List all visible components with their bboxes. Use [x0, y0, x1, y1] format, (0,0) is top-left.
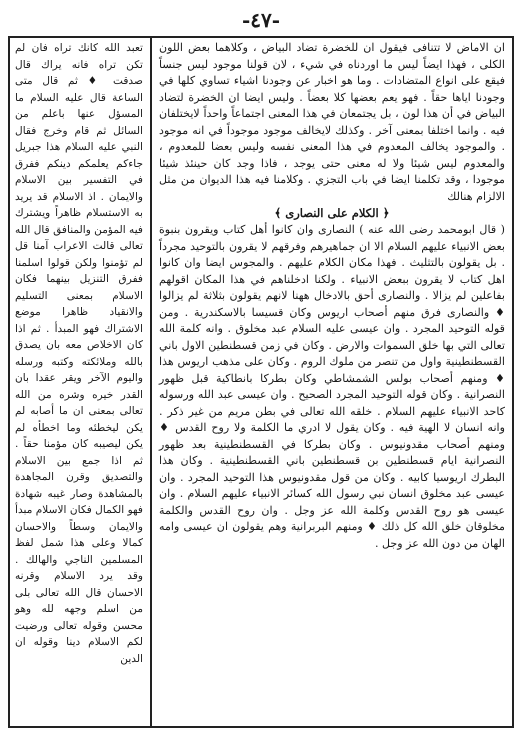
side-commentary-text: تعبد الله كانك تراه فان لم تكن تراه فانه يراك قال صدقت ♦ ثم قال متى الساعة قال عليه السلام ما المسؤل عنها باعلم من السائل ثم قام وخرج فقال النبي عليه السلام هذا جبريل جاءكم يعلمكم دينكم ففرق في التفسير بين الاسلام والايمان . اذ الاسلام قد يريد به الاستسلام ظاهراً ويشترك فيه المؤمن والمنافق قال الله تعالى قالت الاعراب آمنا قل لم تؤمنوا ولكن قولوا اسلمنا ففرق التنزيل بينهما فكان الاسلام بمعنى التسليم والانقياد ظاهرا موضع الاشتراك فهو المبدأ . ثم اذا كان الاخلاص معه بان يصدق بالله وملائكته وكتبه ورسله واليوم الآخر ويقر عقدا بان القدر خيره وشره من الله تعالى بمعنى ان ما أصابه لم يكن ليخطئه وما اخطأه لم يكن ليصيبه كان مؤمنا حقاً . ثم اذا جمع بين الاسلام والتصديق وقرن المجاهدة بالمشاهدة وصار غيبه شهادة فهو الكمال فكان الاسلام مبدأ والايمان وسطاً والاحسان كمالا وعلى هذا شمل لفظ المسلمين الناجي والهالك . وقد يرد الاسلام وقرنه الاحسان قال الله تعالى بلى من اسلم وجهه لله وهو محسن وقوله تعالى ورضيت لكم الاسلام دينا وقوله ان الدين [15, 42, 143, 665]
page-number: -٤٧- [241, 8, 281, 32]
main-paragraph-christians: ( قال ابومحمد رضى الله عنه ) النصارى وان كانوا أهل كتاب ويقرون بنبوة بعض الانبياء عليهم السلام الا ان جماهيرهم وفرقهم لا يقرون بالتوحيد مجرداً . بل يقولون بالتثليث . فهذا مكان الكلام عليهم . والمجوس ايضا وان كانوا اهل كتاب لا يقرون ببعض الانبياء . ولكنا ادخلناهم في هذا المكان اقولهم بفاعلين لم يزالا . والنصارى أحق بالادخال ههنا لانهم يقولون بثلاثة لم يزالوا ♦ والنصارى فرق منهم أصحاب اريوس وكان قسيسا بالاسكندرية . ومن قوله التوحيد المجرد . وان عيسى عليه السلام عبد مخلوق . وانه كلمة الله تعالى التي بها خلق السموات والارض . وكان في زمن قسطنطين الاول باني القسطنطينية واول من تنصر من ملوك الروم . وكان على مذهب اريوس هذا ♦ ومنهم أصحاب بولس الشمشاطي وكان بطركا بانطاكية قبل ظهور النصرانية . وكان قوله التوحيد المجرد الصحيح . وان عيسى عبد الله ورسوله كاحد الانبياء عليهم السلام . خلقه الله تعالى في بطن مريم من غير ذكر . وانه انسان لا الهية فيه . وكان يقول لا ادري ما الكلمة ولا روح القدس ♦ ومنهم أصحاب مقدونيوس . وكان بطركا في القسطنطينية بعد ظهور النصرانية ايام قسطنطين بن قسطنطين باني القسطنطينية . وكان هذا البطرك اريوسيا كابيه . وكان من قول مقدونيوس هذا التوحيد المجرد . وان عيسى عبد مخلوق انسان نبي رسول الله كسائر الانبياء عليهم السلام . وان عيسى هو روح القدس وكلمة الله عز وجل . وان روح القدس والكلمة مخلوقان خلق الله كل ذلك ♦ ومنهم البربرانية وهم يقولون ان عيسى وامه الهان من دون الله عز وجل . [159, 223, 505, 550]
main-paragraph-intro: ان الاماض لا تتنافى فيقول ان للخضرة تضاد البياض ، وكلاهما بعض اللون الكلى ، فهذا ايضاً ليس ما اوردناه في شيء ، لان قولنا موجود ليس جنساً فيقع على انواع المتضادات . وما هو اخبار عن وجودنا اشياء تساوي كلها في وجودنا اياها حقاً . فهو يعم بعضها كلا بعضاً . وليس ايضا ان الخضرة لتضاد البياض في أن هذا لون ، بل يجتمعان في هذا المعنى اجتماعاً واحداً لايختلفان فيه . وانما اختلفا بمعنى آخر . وكذلك لايخالف موجود موجوداً في انه موجود . والموجود يخالف المعدوم في هذا المعنى نفسه وليس بعضا للمعدوم ، والمعدوم ليس شيئا ولا له معنى حتى يوجد ، فاذا وجد كان حينئذ شيئا موجودا ، وقد تكلمنا ايضا في باب التجزي . وكلامنا فيه هذا الديوان من مثل الالزام هنالك [159, 41, 505, 203]
section-heading: ﴿ الكلام على النصارى ﴾ [274, 206, 390, 220]
main-text-column [155, 40, 509, 724]
column-divider [150, 36, 152, 728]
side-commentary-column [12, 40, 146, 724]
